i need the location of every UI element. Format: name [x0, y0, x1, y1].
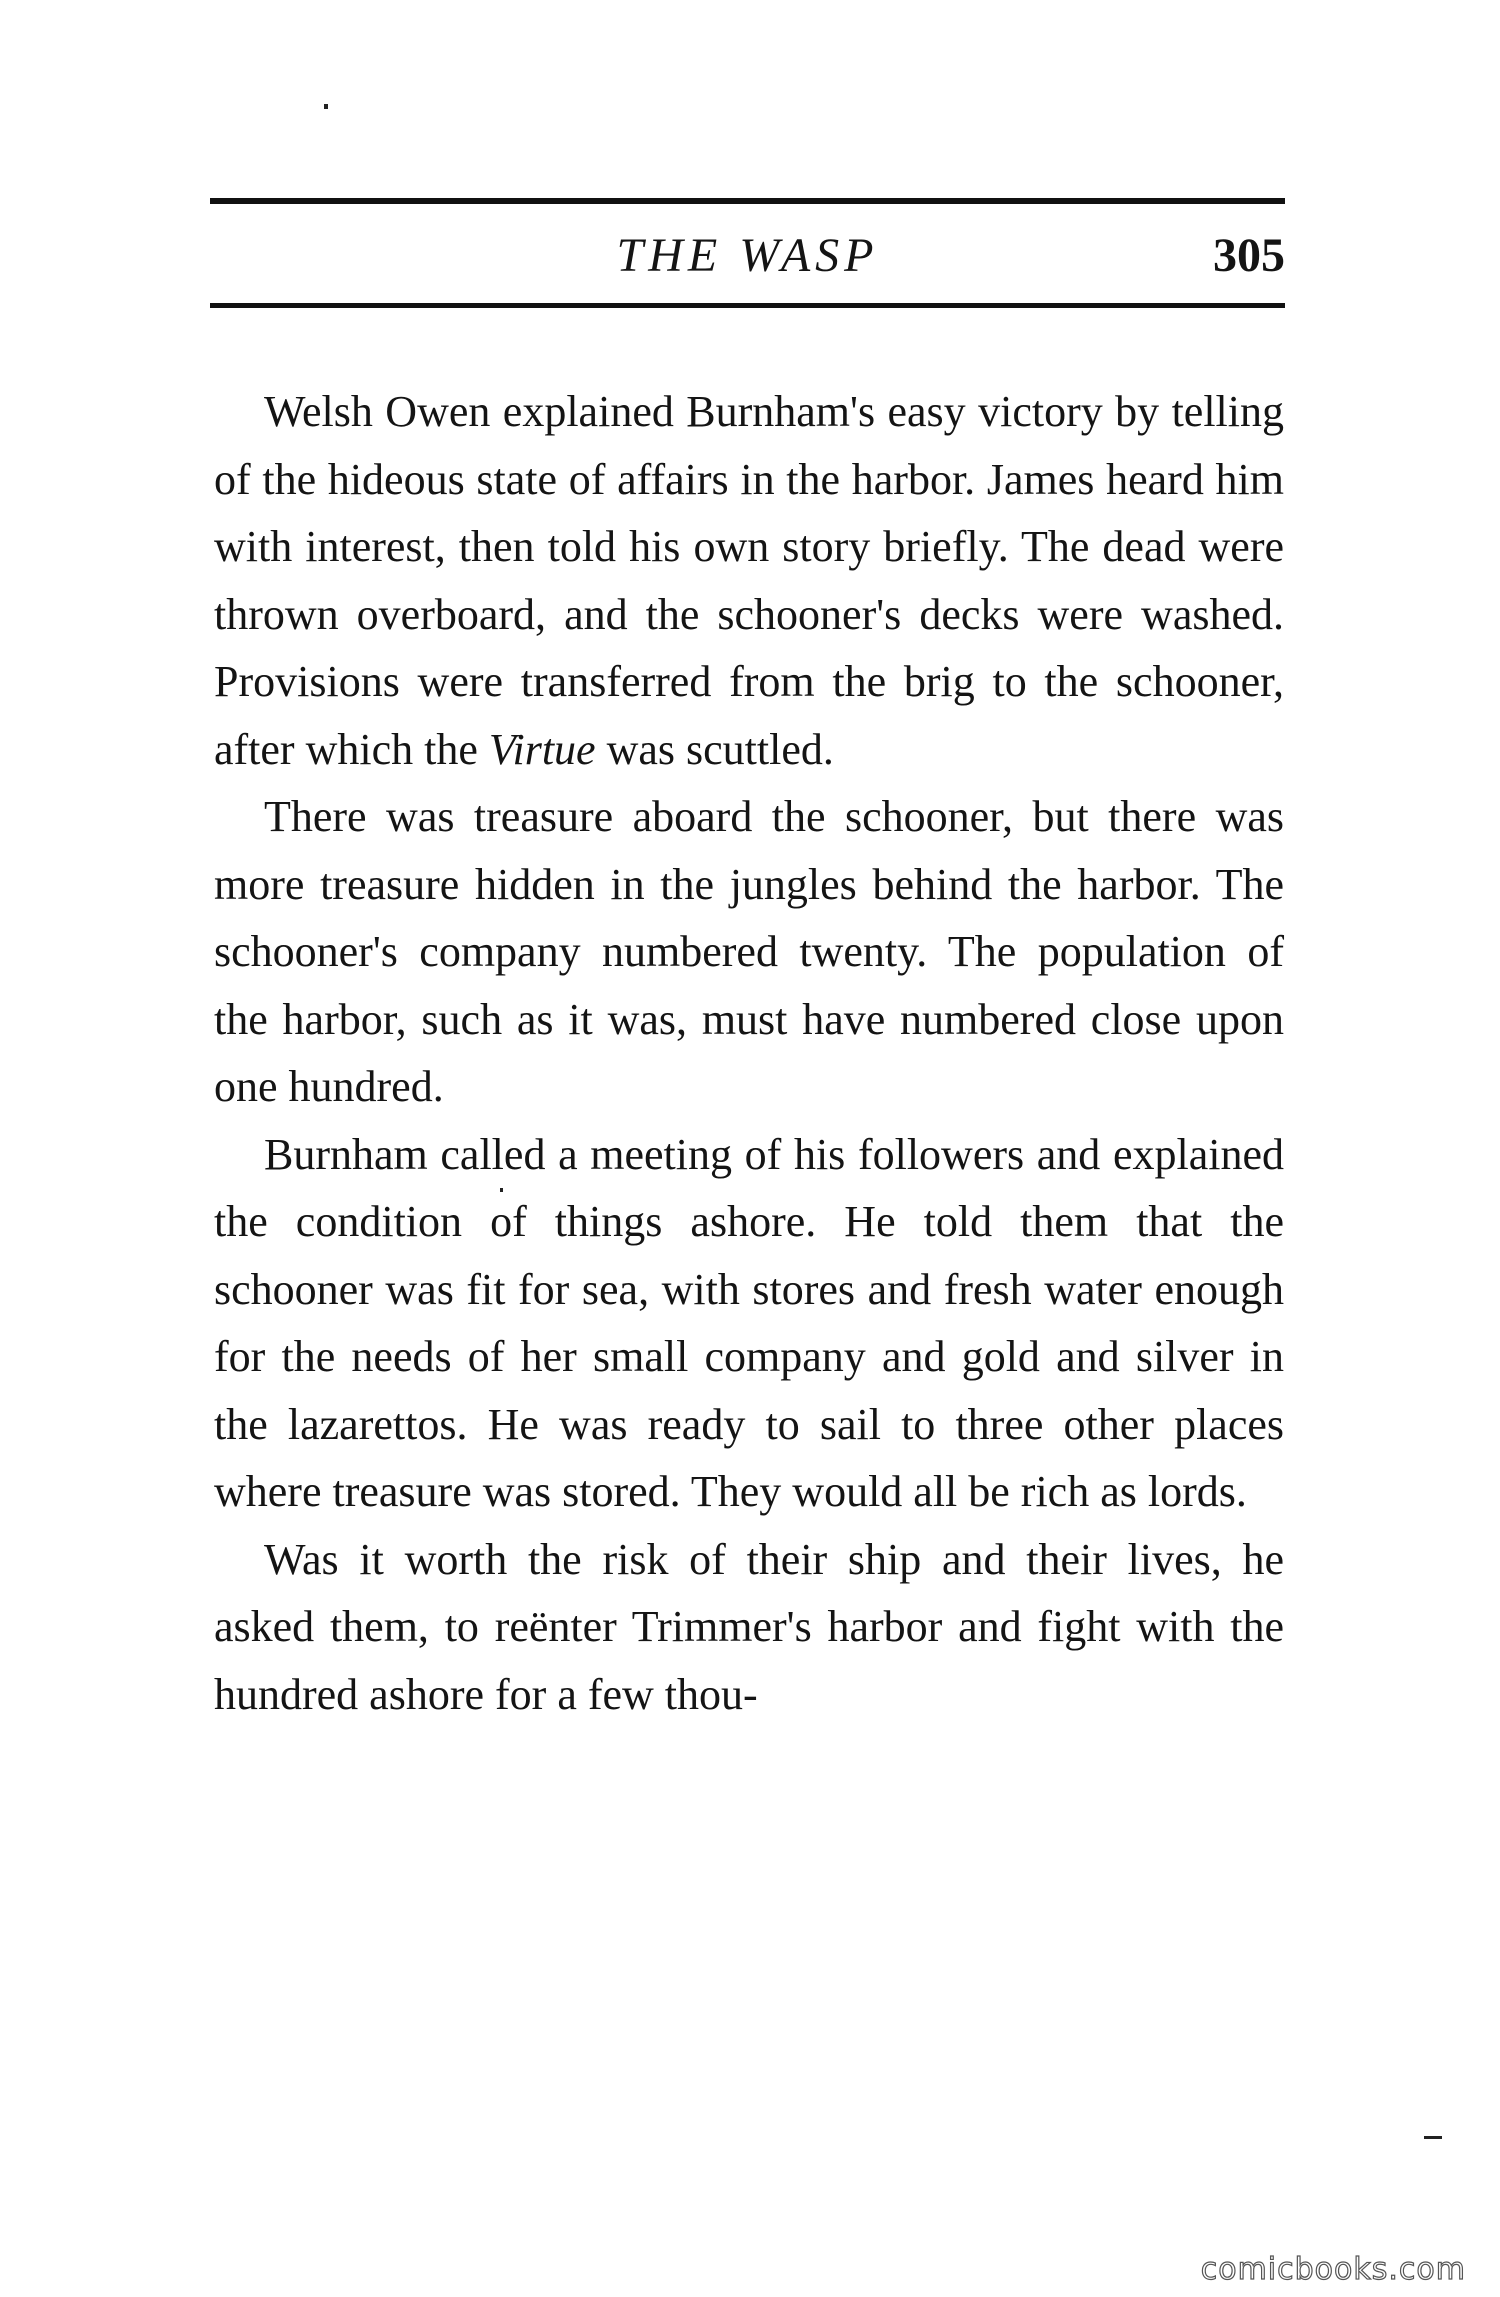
ship-name: Virtue	[488, 724, 596, 774]
body-text	[214, 378, 1284, 1728]
paragraph: There was treasure aboard the schooner, but there was more treasure hidden in the jungles behind the harbor. The schooner's company numbered twenty. The population of the harbor, such as it was, must have numbered close upon one hundred.	[214, 792, 1284, 1111]
page-number: 305	[1213, 229, 1285, 282]
header-bottom-rule	[210, 303, 1285, 308]
header-top-rule	[210, 198, 1285, 204]
paragraph: Was it worth the risk of their ship and their lives, he asked them, to reënter Trimmer's harbor and fight with the hundred ashore for a few thou-	[214, 1534, 1284, 1719]
watermark: comicbooks.com	[1200, 2252, 1466, 2287]
print-speck	[1424, 2136, 1442, 2139]
paragraph: Burnham called a meeting of his followers and explained the condition of things ashore. He told them that the schooner was fit for sea, with stores and fresh water enough for the needs of her small company and gold and silver in the lazarettos. He was ready to sail to three other places where treasure was stored. They would all be rich as lords.	[214, 1129, 1284, 1516]
running-title: THE WASP	[616, 229, 879, 282]
paragraph	[214, 378, 1284, 783]
print-speck	[500, 1188, 503, 1192]
print-speck	[324, 104, 328, 109]
running-head	[210, 226, 1285, 296]
paragraph-text: Welsh Owen explained Burnham's easy victory by telling of the hideous state of affairs in the harbor. James heard him with interest, then told his own story briefly. The dead were thrown overboard, and the schooner's decks were washed. Provisions were transferred from the brig to the schooner, after which the	[214, 387, 1284, 774]
paragraph-text: was scuttled.	[595, 724, 834, 774]
